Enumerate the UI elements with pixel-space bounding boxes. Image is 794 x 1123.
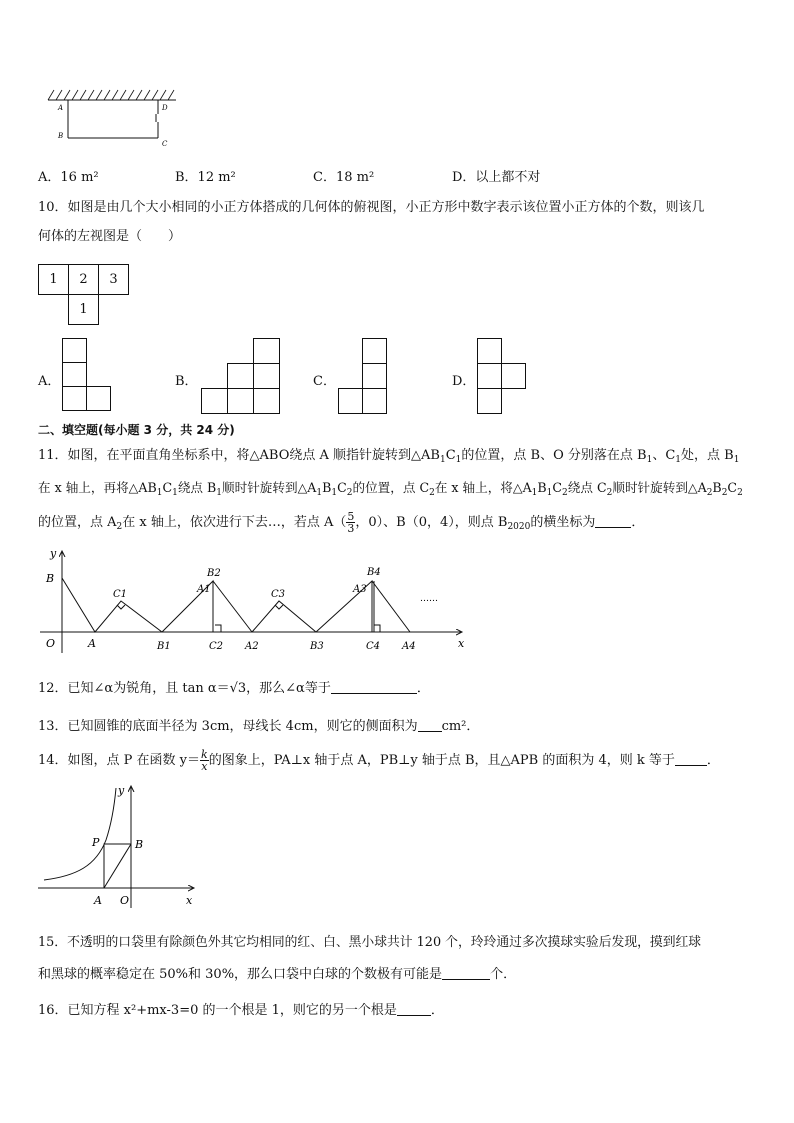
q9-label-b: B	[58, 132, 64, 140]
q14-end: ．	[706, 753, 720, 768]
q10-grid-cell: 1	[38, 264, 69, 295]
q9-figure	[40, 86, 180, 148]
q11-l2g: 的位置，点 C	[352, 480, 430, 495]
q11-line3: 的位置，点 $A_2$在 x 轴上，依次进行下去…，若点 A（ $\frac{5}{3}$ ，0）、B（0，4），则点 $B_{2020}$的横坐标为 ．	[38, 510, 645, 535]
q11-fig-b1: B1	[157, 641, 171, 652]
q11-fig-x: x	[458, 637, 465, 650]
q9-option-a: A．16 m²	[38, 170, 99, 185]
q16-end: ．	[430, 1003, 444, 1018]
q11-l2d: 顺时针旋转到△A	[222, 480, 317, 495]
q14-text-b: 的图象上，PA⊥x 轴于点 A，PB⊥y 轴于点 B，且△APB 的面积为 4，则 k 等于	[208, 753, 675, 768]
q11-l2f: C	[337, 480, 347, 495]
q11-l1c: 的位置，点 B、O 分别落在点 B	[461, 448, 647, 463]
q16-text: 16．已知方程 x²+mx-3=0 的一个根是 1，则它的另一个根是	[38, 1003, 397, 1018]
q11-fig-a1: A1	[197, 584, 211, 595]
q11-fig-c3: C3	[271, 589, 286, 600]
q16-line	[38, 1002, 444, 1020]
q9-label-c: C	[162, 140, 168, 148]
q14-fig-y: y	[118, 784, 125, 797]
q15-answer-blank[interactable]	[442, 967, 490, 980]
q11-l2m: B	[712, 480, 722, 495]
q11-l2b: C	[162, 480, 173, 495]
q9-option-d: D．以上都不对	[452, 170, 541, 185]
q14-line	[38, 744, 720, 778]
q11-l2e: B	[322, 480, 332, 495]
q11-l3b: 在 x 轴上，依次进行下去…，若点 A（	[122, 515, 347, 530]
q11-frac-den: 3	[347, 522, 355, 535]
q11-fig-a4: A4	[402, 641, 416, 652]
q11-l2l: 顺时针旋转到△A	[612, 480, 707, 495]
q10-option-d-figure	[477, 338, 527, 416]
q11-l3c: ，0）、B（0，4），则点 B	[355, 515, 508, 530]
q14-fig-b: B	[135, 838, 144, 851]
q11-fig-c1: C1	[113, 589, 128, 600]
q13-text: 13．已知圆锥的底面半径为 3cm，母线长 4cm，则它的侧面积为	[38, 719, 418, 734]
q10-option-d-label: D．	[452, 374, 476, 389]
q15-end: 个．	[490, 967, 517, 982]
q12-line	[38, 680, 430, 698]
q16-answer-blank[interactable]	[397, 1003, 431, 1016]
q11-l3-end: ．	[631, 515, 645, 530]
q10-option-c-label: C．	[313, 374, 336, 389]
q11-l3d: 的横坐标为	[530, 515, 596, 530]
q14-fig-a: A	[94, 894, 102, 907]
q13-answer-blank[interactable]	[418, 719, 442, 732]
q11-fig-b2: B2	[207, 568, 221, 579]
q11-fig-c2: C2	[209, 641, 224, 652]
q11-l2a: 在 x 轴上，再将△AB	[38, 480, 157, 495]
q11-l1b: C	[445, 448, 456, 463]
q11-fig-a: A	[88, 637, 96, 650]
q11-l2c: 绕点 B	[177, 480, 217, 495]
q11-line1: 11．如图，在平面直角坐标系中，将△ABO绕点 A 顺指针旋转到$\triangle AB_1C_1$的位置，点 B、O 分别落在点 $B_1$、$C_1$处，点 $B_1$	[38, 448, 740, 465]
q10-option-c-figure	[338, 338, 388, 416]
q14-fraction	[200, 749, 209, 772]
q11-l3a: 的位置，点 A	[38, 515, 117, 530]
q15-line1: 15．不透明的口袋里有除颜色外其它均相同的红、白、黑小球共计 120 个，玲玲通过多次摸球实验后发现，摸到红球	[38, 935, 702, 950]
section-2-title: 二、填空题(每小题 3 分，共 24 分)	[38, 423, 235, 437]
q11-fig-b4: B4	[367, 567, 381, 578]
q11-fig-b3: B3	[310, 641, 324, 652]
q10-grid-cell: 3	[98, 264, 129, 295]
q10-text-line2: 何体的左视图是（ ）	[38, 229, 182, 244]
q13-end: cm²．	[441, 719, 480, 734]
q11-fig-y: y	[50, 547, 57, 560]
q15-text: 和黑球的概率稳定在 50%和 30%，那么口袋中白球的个数极有可能是	[38, 967, 443, 982]
q9-option-c: C．18 m²	[313, 170, 375, 185]
q11-answer-blank[interactable]	[595, 515, 631, 528]
q12-text: 12．已知∠α为锐角，且 tan α＝√3，那么∠α等于	[38, 681, 331, 696]
q10-option-a-figure	[62, 338, 112, 414]
q14-fig-p: P	[92, 836, 100, 849]
q14-figure	[36, 780, 201, 910]
q14-frac-num: k	[201, 748, 208, 761]
q11-l2h: 在 x 轴上，将△A	[434, 480, 532, 495]
q14-text-a: 14．如图，点 P 在函数 y＝	[38, 753, 201, 768]
q11-figure	[40, 545, 470, 655]
q10-option-b-label: B．	[175, 374, 198, 389]
q11-l2n: C	[727, 480, 738, 495]
q14-fig-o: O	[120, 894, 130, 907]
q11-l1e: 处，点 B	[681, 448, 734, 463]
q11-fig-b: B	[46, 572, 55, 585]
q10-grid-cell: 1	[68, 294, 99, 325]
q11-l2k: 绕点 C	[567, 480, 607, 495]
q10-text-line1: 10．如图是由几个大小相同的小正方体搭成的几何体的俯视图，小正方形中数字表示该位置小正方体的个数，则该几	[38, 200, 705, 215]
q10-option-a-label: A．	[38, 374, 61, 389]
q10-option-b-figure	[201, 338, 281, 416]
q11-fig-a2: A2	[245, 641, 259, 652]
q15-line2	[38, 966, 516, 984]
q10-grid-cell: 2	[68, 264, 99, 295]
q13-line	[38, 718, 479, 736]
q11-fig-c4: C4	[366, 641, 381, 652]
q11-l2j: C	[552, 480, 563, 495]
q11-fig-ellipsis: ……	[420, 594, 438, 604]
q11-fig-o: O	[46, 637, 56, 650]
q9-label-d: D	[162, 104, 168, 112]
q14-frac-den: x	[201, 760, 208, 773]
q11-l3-sub: 2020	[507, 522, 531, 532]
q11-line2: 在 x 轴上，再将$\triangle AB_1C_1$绕点 $B_1$顺时针旋转到$\triangle A_1B_1C_2$的位置，点 $C_2$在 x 轴上，将$\triangle A_1B_1C_2$绕点 $C_2$顺时针旋转到$\triangle A_2B_2C_2$	[38, 480, 743, 498]
q9-label-a: A	[58, 104, 64, 112]
q11-l2i: B	[537, 480, 547, 495]
q11-frac-num: 5	[347, 510, 355, 523]
q14-answer-blank[interactable]	[675, 753, 707, 766]
q12-answer-blank[interactable]	[331, 681, 417, 694]
q11-fig-a3: A3	[353, 584, 367, 595]
q9-option-b: B．12 m²	[175, 170, 236, 185]
q11-l1d: 、C	[652, 448, 676, 463]
q11-l1a: 11．如图，在平面直角坐标系中，将△ABO绕点 A 顺指针旋转到△AB	[38, 448, 440, 463]
q14-fig-x: x	[186, 894, 193, 907]
q12-end: ．	[416, 681, 430, 696]
